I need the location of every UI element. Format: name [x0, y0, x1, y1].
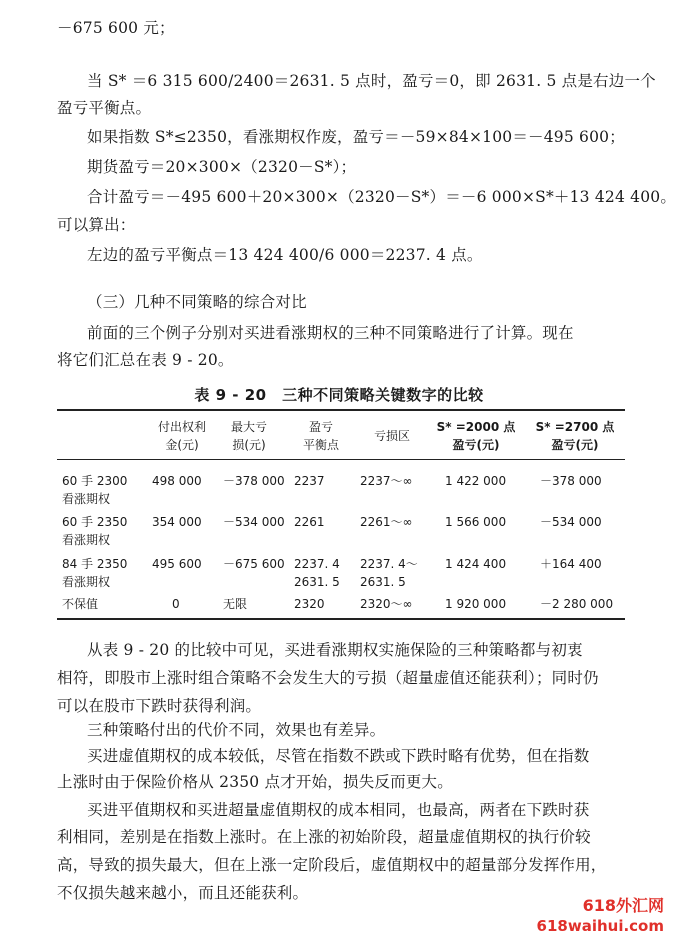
cell-max-loss: －534 000 — [223, 515, 285, 529]
header-line: 盈亏 — [308, 420, 333, 434]
watermark-line: 618waihui.com — [536, 917, 664, 935]
cell-pl-2700: ＋164 400 — [540, 557, 602, 571]
cell-loss-zone: 2631. 5 — [360, 575, 406, 589]
header-line: 盈亏(元) — [551, 438, 599, 452]
header-line: S* =2700 点 — [535, 420, 615, 434]
table-header-loss-zone — [357, 427, 427, 445]
text-line: 不仅损失越来越小，而且还能获利。 — [57, 884, 309, 902]
table-header-rule — [57, 459, 625, 460]
text-line: 买进平值期权和买进超量虚值期权的成本相同，也最高，两者在下跌时获 — [87, 801, 590, 819]
row-label: 看涨期权 — [62, 533, 111, 547]
header-line: 付出权利 — [157, 420, 206, 434]
text-line: 可以算出： — [57, 216, 136, 234]
row-label: 60 手 2300 — [62, 474, 128, 488]
text-line: 合计盈亏＝－495 600＋20×300×（2320－S*）＝－6 000×S*＋13 424 400。 — [87, 188, 677, 206]
text-line: 左边的盈亏平衡点＝13 424 400/6 000＝2237. 4 点。 — [87, 246, 483, 264]
row-label: 看涨期权 — [62, 492, 111, 506]
cell-pl-2000: 1 566 000 — [445, 515, 507, 529]
text-line: 期货盈亏＝20×300×（2320－S*）； — [87, 158, 357, 176]
watermark-line: 618外汇网 — [582, 896, 664, 915]
text-line: 相符，即股市上涨时组合策略不会发生大的亏损（超量虚值还能获利）；同时仍 — [57, 669, 599, 687]
cell-loss-zone: 2320～∞ — [360, 597, 413, 611]
table-title: 表 9 - 20 三种不同策略关键数字的比较 — [194, 386, 484, 404]
cell-max-loss: －378 000 — [223, 474, 285, 488]
cell-breakeven: 2237 — [294, 474, 325, 488]
cell-loss-zone: 2237. 4～ — [360, 557, 418, 571]
cell-premium: 354 000 — [152, 515, 202, 529]
cell-pl-2000: 1 422 000 — [445, 474, 507, 488]
text-line: 从表 9 - 20 的比较中可见，买进看涨期权实施保险的三种策略都与初衷 — [87, 641, 583, 659]
text-line: 盈亏平衡点。 — [57, 99, 152, 117]
table-bottom-rule — [57, 618, 625, 620]
header-line: 盈亏(元) — [452, 438, 500, 452]
header-line: 金(元) — [165, 438, 199, 452]
cell-breakeven: 2261 — [294, 515, 325, 529]
cell-premium: 495 600 — [152, 557, 202, 571]
text-line: 如果指数 S*≤2350，看涨期权作废，盈亏＝－59×84×100＝－495 600； — [87, 128, 625, 146]
table-header-pl-2000 — [428, 418, 524, 454]
table-header-pl-2700 — [527, 418, 623, 454]
text-line: 前面的三个例子分别对买进看涨期权的三种不同策略进行了计算。现在 — [87, 324, 574, 342]
section-heading: （三）几种不同策略的综合对比 — [87, 293, 307, 311]
row-label: 不保值 — [62, 597, 99, 611]
text-line: 利相同，差别是在指数上涨时。在上涨的初始阶段，超量虚值期权的执行价较 — [57, 828, 591, 846]
header-line: 亏损区 — [373, 429, 410, 443]
text-line: 上涨时由于保险价格从 2350 点才开始，损失反而更大。 — [57, 773, 453, 791]
cell-loss-zone: 2237～∞ — [360, 474, 413, 488]
text-line: 可以在股市下跌时获得利润。 — [57, 697, 262, 715]
cell-pl-2700: －2 280 000 — [540, 597, 614, 611]
text-line: 高，导致的损失最大，但在上涨一定阶段后，虚值期权中的超量部分发挥作用， — [57, 856, 607, 874]
cell-breakeven: 2631. 5 — [294, 575, 340, 589]
header-line: 平衡点 — [302, 438, 339, 452]
text-line: 将它们汇总在表 9 - 20。 — [57, 351, 234, 369]
cell-pl-2000: 1 424 400 — [445, 557, 507, 571]
cell-max-loss: －675 600 — [223, 557, 285, 571]
header-line: 损(元) — [232, 438, 266, 452]
site-watermark — [537, 896, 664, 936]
text-line: 三种策略付出的代价不同，效果也有差异。 — [87, 721, 386, 739]
table-header-max-loss — [216, 418, 282, 454]
cell-pl-2700: －378 000 — [540, 474, 602, 488]
text-line: 买进虚值期权的成本较低，尽管在指数不跌或下跌时略有优势，但在指数 — [87, 747, 590, 765]
cell-premium: 0 — [172, 597, 180, 611]
cell-premium: 498 000 — [152, 474, 202, 488]
table-top-rule — [57, 409, 625, 411]
table-header-premium — [147, 418, 217, 454]
row-label: 60 手 2350 — [62, 515, 128, 529]
cell-breakeven: 2320 — [294, 597, 325, 611]
table-header-breakeven — [290, 418, 352, 454]
text-line: －675 600 元； — [57, 19, 175, 37]
header-line: S* =2000 点 — [436, 420, 516, 434]
row-label: 看涨期权 — [62, 575, 111, 589]
cell-breakeven: 2237. 4 — [294, 557, 340, 571]
cell-pl-2000: 1 920 000 — [445, 597, 507, 611]
cell-max-loss: 无限 — [223, 597, 248, 611]
cell-loss-zone: 2261～∞ — [360, 515, 413, 529]
header-line: 最大亏 — [230, 420, 267, 434]
cell-pl-2700: －534 000 — [540, 515, 602, 529]
text-line: 当 S* ＝6 315 600/2400＝2631. 5 点时，盈亏＝0，即 2631. 5 点是右边一个 — [87, 72, 656, 90]
row-label: 84 手 2350 — [62, 557, 128, 571]
